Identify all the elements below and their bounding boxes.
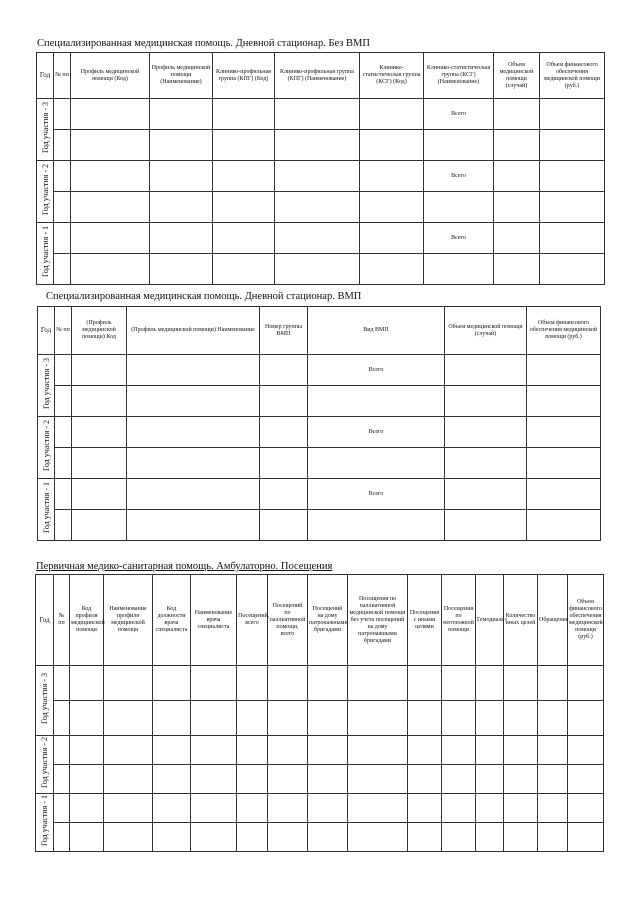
header-cell: Вид ВМП: [308, 307, 445, 355]
header-cell: Объем медицинской помощи (случай): [494, 53, 540, 99]
header-cell: Профиль медицинской помощи (Код): [71, 53, 150, 99]
header-cell: Год: [37, 53, 54, 99]
header-cell: Клинико-профильная группа (КПГ) (Наименование): [275, 53, 360, 99]
year-label: Год участия - 2: [36, 736, 54, 794]
header-cell: Год: [36, 575, 54, 666]
header-cell: Объем медицинской помощи (случай): [445, 307, 527, 355]
section1-table: [36, 52, 605, 285]
year-label: Год участия - 2: [38, 417, 55, 479]
section3-title: Первичная медико-санитарная помощь. Амбулаторно. Посещения: [36, 561, 333, 572]
year-label: Год участия - 1: [37, 223, 54, 285]
header-cell: Объем финансового обеспечения медицинской помощи (руб.): [540, 53, 605, 99]
header-cell: Код профиля медицинской помощи: [70, 575, 104, 666]
year-label: Год участия - 3: [36, 666, 54, 736]
header-cell: Объем финансового обеспечения медицинской помощи (руб.): [527, 307, 601, 355]
header-cell: Обращения: [538, 575, 568, 666]
header-cell: Клинико-статистическая группа (КСГ) (Код): [360, 53, 424, 99]
header-cell: Наименование врача специалиста: [191, 575, 237, 666]
header-cell: Клинико-профильная группа (КПГ) (Код): [213, 53, 275, 99]
year-label: Год участия - 3: [37, 99, 54, 161]
total-label: Всего: [308, 479, 445, 510]
section2-table: [37, 306, 601, 541]
header-cell: Посещения по неотложной помощи: [442, 575, 476, 666]
header-cell: Количество иных целей: [504, 575, 538, 666]
header-cell: № пп: [55, 307, 72, 355]
year-label: Год участия - 1: [38, 479, 55, 541]
total-label: Всего: [424, 223, 494, 254]
header-cell: Профиль медицинской помощи (Наименование): [150, 53, 213, 99]
header-cell: Номер группы ВМП: [260, 307, 308, 355]
year-label: Год участия - 3: [38, 355, 55, 417]
header-cell: № пп: [54, 575, 70, 666]
section2-title: Специализированная медицинская помощь. Дневной стационар. ВМП: [46, 291, 362, 302]
header-cell: Посещений, всего: [237, 575, 268, 666]
total-label: Всего: [308, 355, 445, 386]
header-cell: (Профиль медицинской помощи) Наименование: [127, 307, 260, 355]
year-label: Год участия - 1: [36, 794, 54, 852]
header-cell: Посещения с иными целями: [408, 575, 442, 666]
header-cell: Посещения по паллиативной медицинской помощи без учета посещений на дому патронажными бригадами: [348, 575, 408, 666]
header-cell: (Профиль медицинской помощи) Код: [72, 307, 127, 355]
header-cell: Посещений по паллиативной помощи, всего: [268, 575, 308, 666]
section1-title: Специализированная медицинская помощь. Дневной стационар. Без ВМП: [37, 38, 370, 49]
total-label: Всего: [308, 417, 445, 448]
header-cell: № пп: [54, 53, 71, 99]
header-cell: Клинико-статистическая группа (КСГ) (Наименование): [424, 53, 494, 99]
header-cell: Объем финансового обеспечения медицинской помощи (руб.): [568, 575, 604, 666]
section3-table: [35, 574, 604, 852]
total-label: Всего: [424, 161, 494, 192]
header-cell: Код должности врача специалиста: [153, 575, 191, 666]
header-cell: Год: [38, 307, 55, 355]
header-cell: Посещений на дому патронажными бригадами: [308, 575, 348, 666]
header-cell: Наименование профиля медицинской помощи: [104, 575, 153, 666]
year-label: Год участия - 2: [37, 161, 54, 223]
total-label: Всего: [424, 99, 494, 130]
header-cell: Гемодиализ: [476, 575, 504, 666]
